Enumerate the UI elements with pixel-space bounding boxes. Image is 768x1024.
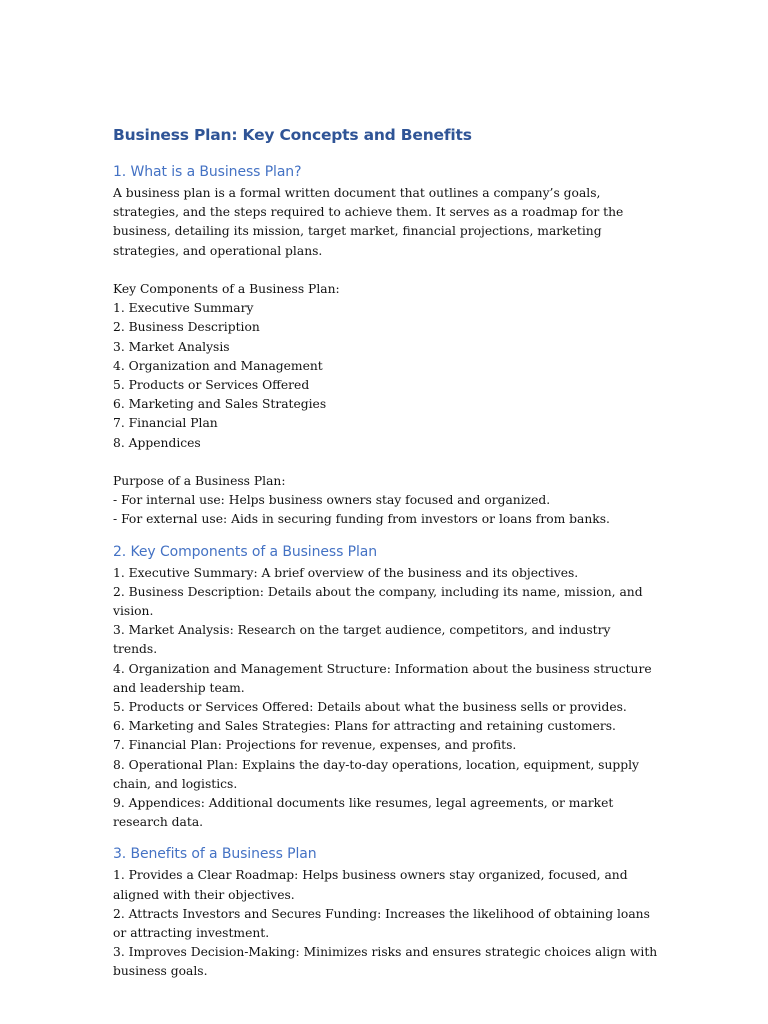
list-item: 9. Appendices: Additional documents like resumes, legal agreements, or market research data.: [113, 796, 614, 830]
section-heading-what-is: 1. What is a Business Plan?: [113, 164, 302, 180]
list-item: 3. Market Analysis: Research on the target audience, competitors, and industry trends.: [113, 623, 611, 657]
list-item: 7. Financial Plan: [113, 416, 218, 431]
list-item: 5. Products or Services Offered: Details about what the business sells or provides.: [113, 700, 627, 715]
section-spacer: [113, 832, 658, 844]
benefits-list: [113, 866, 658, 981]
section-heading-benefits: 3. Benefits of a Business Plan: [113, 846, 317, 863]
list-item: 1. Provides a Clear Roadmap: Helps business owners stay organized, focused, and aligned with their objectives.: [113, 868, 628, 902]
list-item: 1. Executive Summary: A brief overview of the business and its objectives.: [113, 565, 579, 580]
list-item: 4. Organization and Management Structure: Information about the business structure and leadership team.: [113, 661, 652, 695]
list-item: 6. Marketing and Sales Strategies: [113, 397, 327, 412]
list-item: 3. Improves Decision-Making: Minimizes risks and ensures strategic choices align with business goals.: [113, 945, 658, 979]
list-item: 1. Executive Summary: [113, 301, 254, 316]
components-list: [113, 299, 658, 453]
list-item: 7. Financial Plan: Projections for revenue, expenses, and profits.: [113, 738, 517, 753]
section-spacer: [113, 530, 658, 542]
components-label: Key Components of a Business Plan:: [113, 282, 340, 296]
blank-line: [113, 261, 658, 280]
section-heading-key-components: 2. Key Components of a Business Plan: [113, 543, 378, 560]
key-components-list: [113, 564, 658, 833]
list-item: 8. Appendices: [113, 435, 201, 450]
list-item: 5. Products or Services Offered: [113, 378, 310, 393]
list-item: 6. Marketing and Sales Strategies: Plans for attracting and retaining customers.: [113, 719, 616, 734]
document-title: Business Plan: Key Concepts and Benefits: [113, 126, 472, 144]
blank-line: [113, 453, 658, 472]
purpose-label: Purpose of a Business Plan:: [113, 474, 286, 489]
list-item: 2. Business Description: Details about the company, including its name, mission, and vision.: [113, 584, 643, 619]
section-paragraph: A business plan is a formal written document that outlines a company’s goals, strategies, and the steps required to achieve them. It serves as a roadmap for the business, detailing its mission, target market, financial projections, marketing strategies, and operational plans.: [113, 186, 624, 258]
purpose-list: [113, 491, 658, 529]
list-item: 8. Operational Plan: Explains the day-to-day operations, location, equipment, supply chain, and logistics.: [113, 757, 639, 791]
list-item: 2. Business Description: [113, 320, 260, 335]
list-item: 3. Market Analysis: [113, 339, 230, 354]
list-item: - For internal use: Helps business owners stay focused and organized.: [113, 493, 551, 508]
list-item: 2. Attracts Investors and Secures Funding: Increases the likelihood of obtaining loans or attracting investment.: [113, 906, 650, 941]
list-item: 4. Organization and Management: [113, 358, 323, 373]
list-item: - For external use: Aids in securing funding from investors or loans from banks.: [113, 512, 610, 527]
document-page: [113, 124, 658, 982]
